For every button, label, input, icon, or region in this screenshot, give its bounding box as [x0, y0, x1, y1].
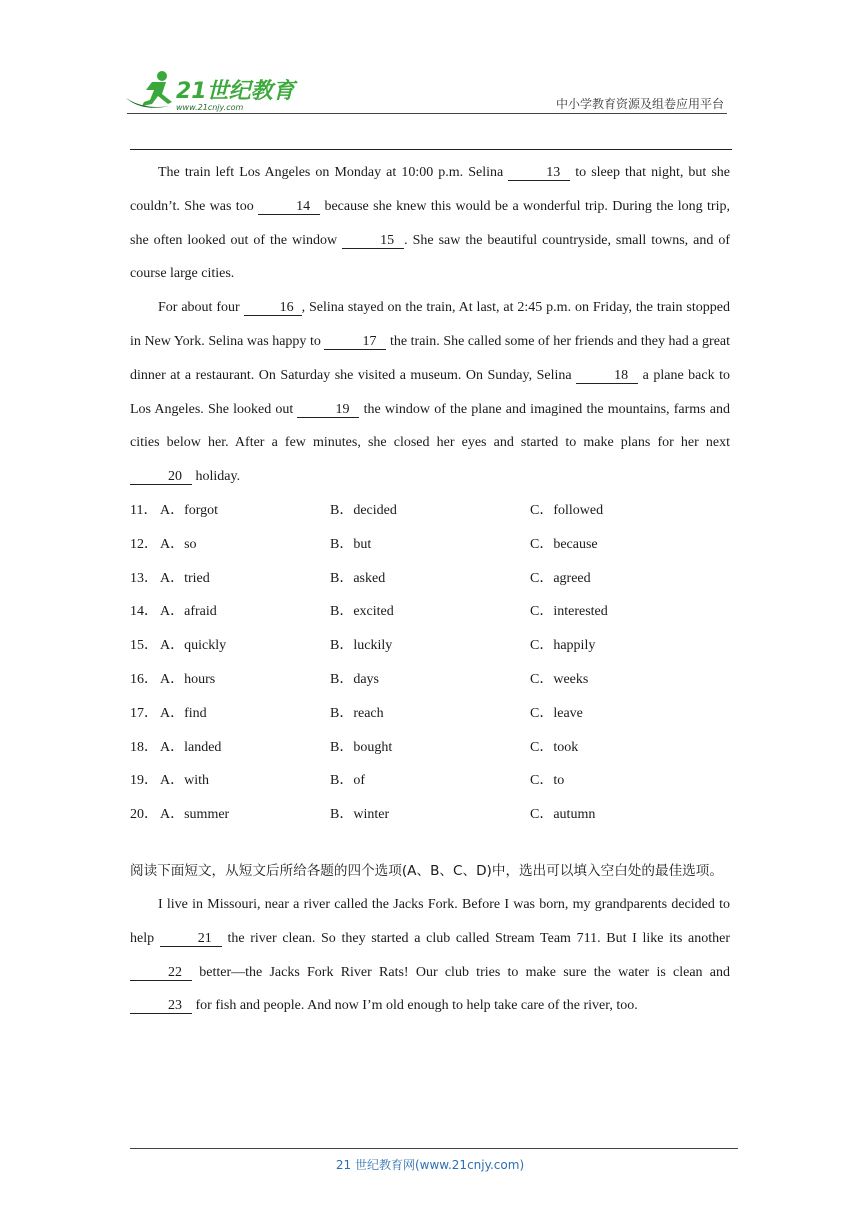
blank-14: 14 — [258, 199, 320, 215]
option-a: A．landed — [160, 739, 222, 755]
blank-21: 21 — [160, 931, 222, 947]
option-a: A．so — [160, 536, 197, 552]
option-c: C．followed — [530, 502, 604, 518]
runner-logo-icon — [122, 68, 302, 114]
option-b: B．but — [330, 536, 372, 552]
question-row — [130, 528, 730, 562]
option-a: A．tried — [160, 570, 210, 586]
option-a: A．with — [160, 773, 209, 789]
blank-16: 16 — [244, 300, 302, 316]
option-b: B．excited — [330, 604, 394, 620]
question-number: 16． — [130, 671, 158, 687]
question-number: 15． — [130, 638, 158, 654]
option-a: A．forgot — [160, 502, 219, 518]
option-c: C．interested — [530, 604, 608, 620]
question-number: 14． — [130, 604, 158, 620]
question-row — [130, 595, 730, 629]
passage1-paragraph2: For about four 16 , Selina stayed on the train, At last, at 2:45 p.m. on Friday, the train stopped in New York. Selina was happy to 17 the train. She called some of her friends and they had a great dinner at a restaurant. On Saturday she visited a museum. On Sunday, Selina 18 a plane back to Los Angeles. She looked out 19 the window of the plane and imagined the mountains, farms and cities below her. After a few minutes, she closed her eyes and started to make plans for her next 20 holiday. — [130, 300, 731, 485]
blank-23: 23 — [130, 998, 192, 1014]
option-b: B．days — [330, 671, 379, 687]
question-number: 13． — [130, 570, 158, 586]
option-a: A．summer — [160, 807, 230, 823]
question-row — [130, 663, 730, 697]
platform-title: 中小学教育资源及组卷应用平台 — [555, 97, 724, 111]
option-b: B．winter — [330, 807, 390, 823]
blank-15: 15 — [342, 233, 404, 249]
question-number: 20． — [130, 807, 158, 823]
question-row — [130, 731, 730, 765]
header-divider — [127, 113, 727, 114]
option-b: B．asked — [330, 570, 386, 586]
option-a: A．afraid — [160, 604, 217, 620]
blank-18: 18 — [576, 368, 638, 384]
passage2-paragraph: I live in Missouri, near a river called the Jacks Fork. Before I was born, my grandparents decided to help 21 the river clean. So they started a club called Stream Team 711. But I like its another 22 better—the Jacks Fork River Rats! Our club tries to make sure the water is clean and 23 for fish and people. And now I’m old enough to help take care of the river, too. — [130, 896, 731, 1014]
blank-19: 19 — [297, 402, 359, 418]
question-row — [130, 562, 730, 596]
blank-22: 22 — [130, 965, 192, 981]
option-c: C．took — [530, 739, 579, 755]
option-b: B．decided — [330, 502, 397, 518]
section-instruction: 阅读下面短文，从短文后所给各题的四个选项(A、B、C、D)中，选出可以填入空白处的最佳选项。 — [130, 862, 723, 879]
question-row — [130, 494, 730, 528]
logo-url-text: www.21cnjy.com — [176, 103, 244, 112]
option-c: C．happily — [530, 638, 596, 654]
question-row — [130, 764, 730, 798]
option-b: B．of — [330, 773, 365, 789]
question-row — [130, 697, 730, 731]
question-number: 12． — [130, 536, 158, 552]
question-number: 11． — [130, 502, 158, 518]
option-c: C．weeks — [530, 671, 589, 687]
question-number: 17． — [130, 705, 158, 721]
option-c: C．leave — [530, 705, 583, 721]
question-number: 18． — [130, 739, 158, 755]
passage1-paragraph1: The train left Los Angeles on Monday at 10:00 p.m. Selina 13 to sleep that night, but she couldn’t. She was too 14 because she knew this would be a wonderful trip. During the long trip, she often looked out of the window 15 . She saw the beautiful countryside, small towns, and of course large cities. — [130, 165, 731, 282]
main-content — [130, 156, 730, 1023]
content-top-divider — [130, 149, 732, 150]
question-number: 19． — [130, 773, 158, 789]
blank-20: 20 — [130, 469, 192, 485]
question-row — [130, 798, 730, 832]
option-c: C．agreed — [530, 570, 591, 586]
question-row — [130, 629, 730, 663]
site-logo — [122, 68, 302, 114]
footer-source-text[interactable]: 21 世纪教育网(www.21cnjy.com) — [335, 1158, 525, 1172]
question-options — [130, 494, 730, 832]
option-b: B．reach — [330, 705, 384, 721]
option-a: A．find — [160, 705, 207, 721]
option-a: A．hours — [160, 671, 216, 687]
footer-divider — [130, 1148, 738, 1149]
option-b: B．luckily — [330, 638, 393, 654]
option-c: C．to — [530, 773, 565, 789]
option-b: B．bought — [330, 739, 393, 755]
blank-17: 17 — [324, 334, 386, 350]
option-a: A．quickly — [160, 638, 227, 654]
logo-text: 21世纪教育 — [176, 79, 295, 104]
option-c: C．autumn — [530, 807, 596, 823]
option-c: C．because — [530, 536, 598, 552]
blank-13: 13 — [508, 165, 570, 181]
